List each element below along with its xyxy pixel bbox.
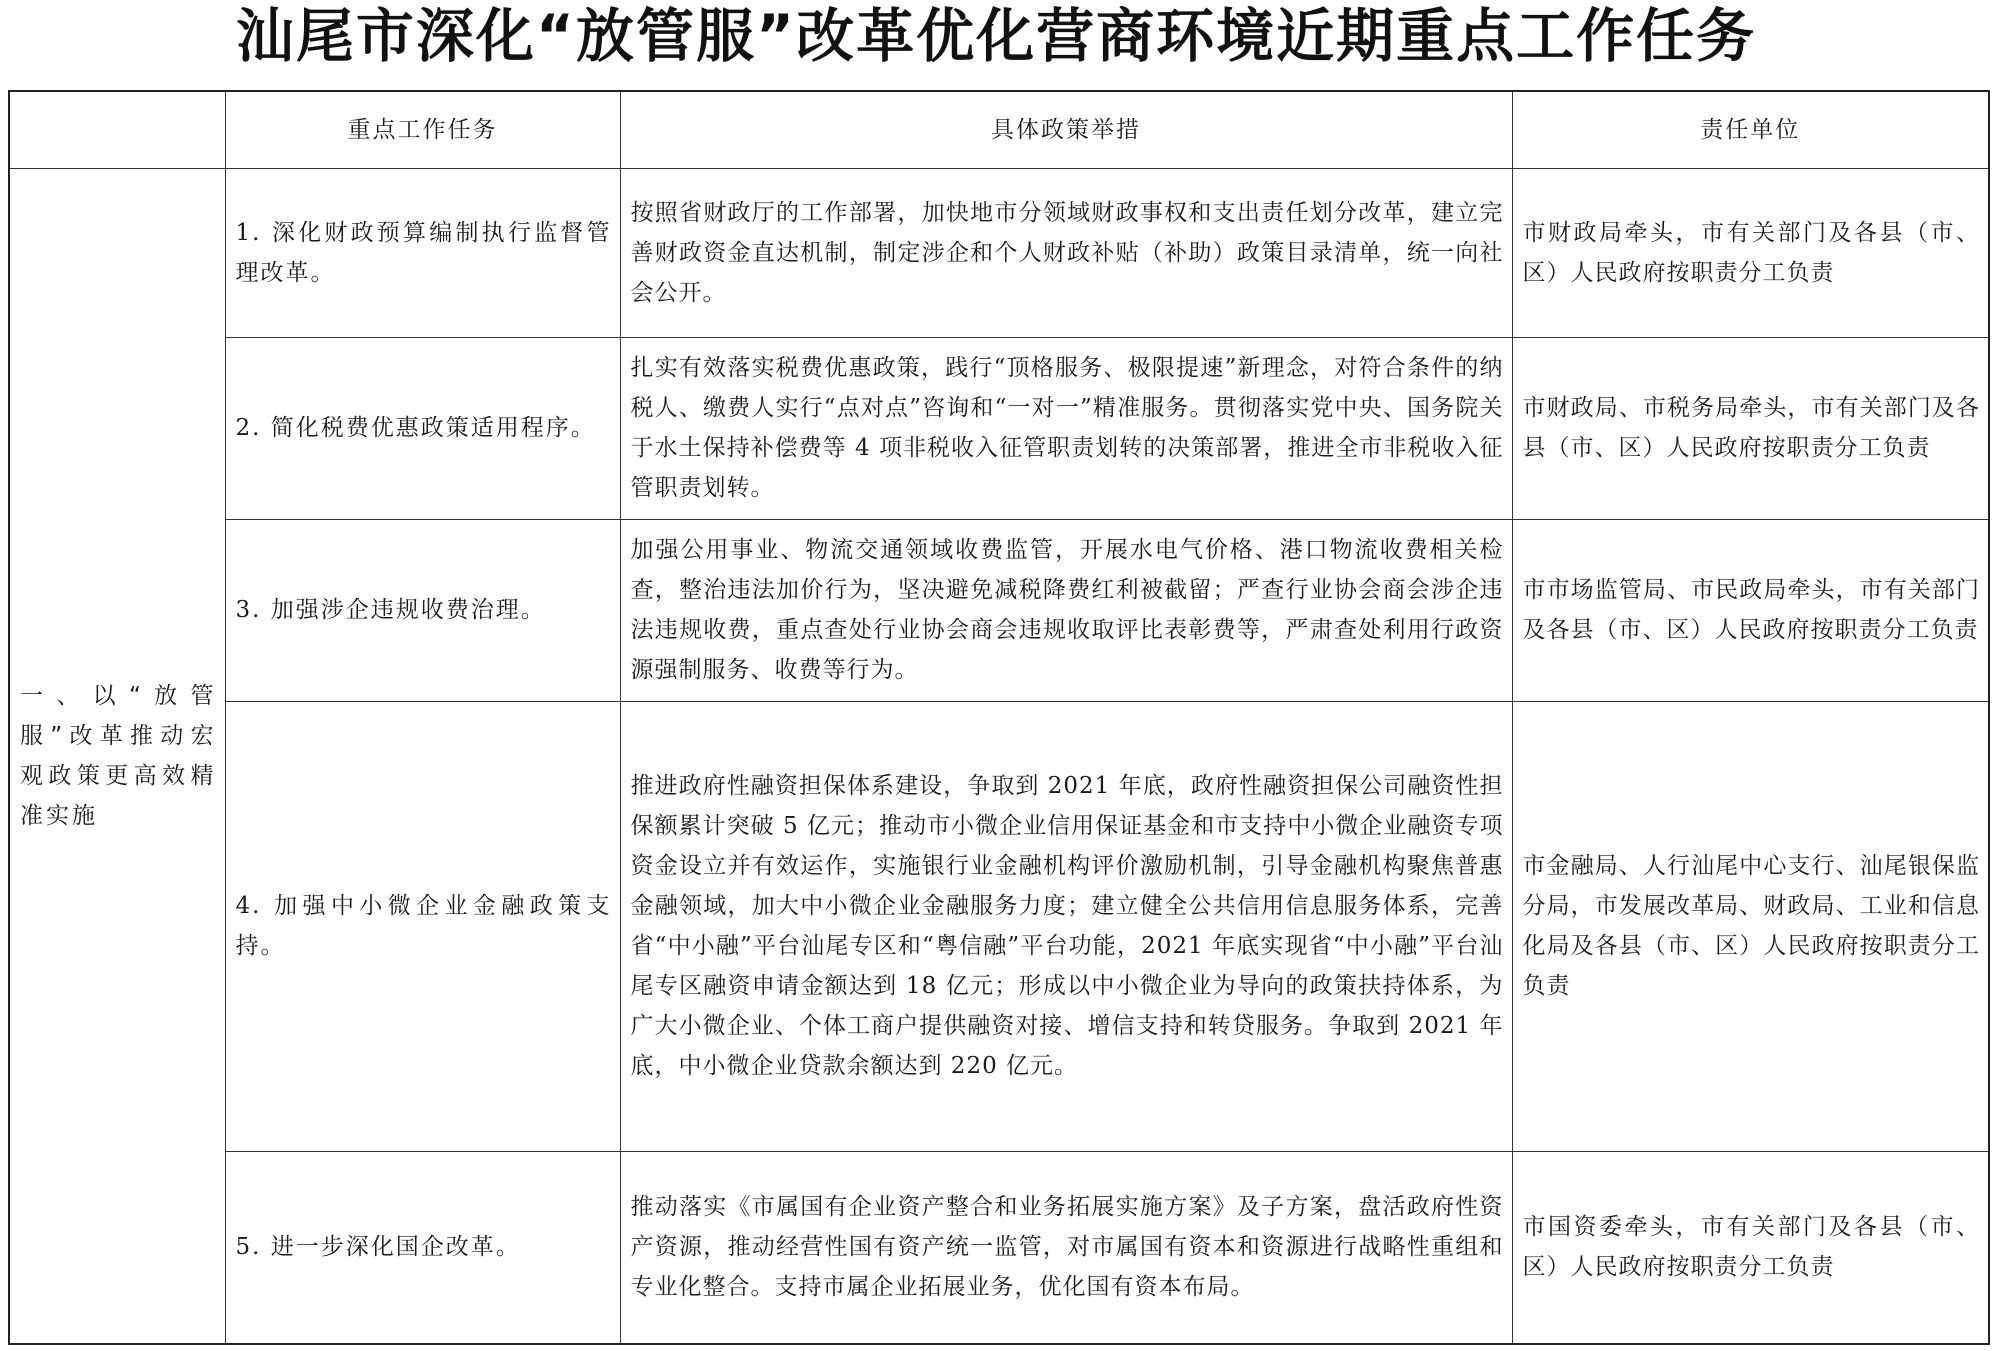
header-unit: 责任单位 bbox=[1512, 91, 1989, 168]
measure-cell: 扎实有效落实税费优惠政策，践行“顶格服务、极限提速”新理念，对符合条件的纳税人、缴费人实行“点对点”咨询和“一对一”精准服务。贯彻落实党中央、国务院关于水土保持补偿费等 4 项非税收入征管职责划转的决策部署，推进全市非税收入征管职责划转。 bbox=[620, 337, 1512, 519]
header-measure: 具体政策举措 bbox=[620, 91, 1512, 168]
header-blank bbox=[9, 91, 225, 168]
table-row bbox=[9, 337, 1989, 519]
page-title: 汕尾市深化“放管服”改革优化营商环境近期重点工作任务 bbox=[235, 2, 1757, 70]
unit-cell: 市国资委牵头，市有关部门及各县（市、区）人民政府按职责分工负责 bbox=[1512, 1151, 1989, 1344]
table-row bbox=[9, 701, 1989, 1151]
table-header-row bbox=[9, 91, 1989, 168]
task-cell: 2. 简化税费优惠政策适用程序。 bbox=[225, 337, 620, 519]
task-table bbox=[8, 90, 1990, 1345]
table-row bbox=[9, 519, 1989, 701]
section-label: 一、以“放管服”改革推动宏观政策更高效精准实施 bbox=[9, 168, 225, 1344]
task-cell: 3. 加强涉企违规收费治理。 bbox=[225, 519, 620, 701]
table-row bbox=[9, 168, 1989, 337]
measure-cell: 按照省财政厅的工作部署，加快地市分领域财政事权和支出责任划分改革，建立完善财政资金直达机制，制定涉企和个人财政补贴（补助）政策目录清单，统一向社会公开。 bbox=[620, 168, 1512, 337]
unit-cell: 市金融局、人行汕尾中心支行、汕尾银保监分局，市发展改革局、财政局、工业和信息化局及各县（市、区）人民政府按职责分工负责 bbox=[1512, 701, 1989, 1151]
unit-cell: 市市场监管局、市民政局牵头，市有关部门及各县（市、区）人民政府按职责分工负责 bbox=[1512, 519, 1989, 701]
table-row bbox=[9, 1151, 1989, 1344]
unit-cell: 市财政局牵头，市有关部门及各县（市、区）人民政府按职责分工负责 bbox=[1512, 168, 1989, 337]
measure-cell: 推进政府性融资担保体系建设，争取到 2021 年底，政府性融资担保公司融资性担保额累计突破 5 亿元；推动市小微企业信用保证基金和市支持中小微企业融资专项资金设立并有效运作，实施银行业金融机构评价激励机制，引导金融机构聚焦普惠金融领域，加大中小微企业金融服务力度；建立健全公共信用信息服务体系，完善省“中小融”平台汕尾专区和“粤信融”平台功能，2021 年底实现省“中小融”平台汕尾专区融资申请金额达到 18 亿元；形成以中小微企业为导向的政策扶持体系，为广大小微企业、个体工商户提供融资对接、增信支持和转贷服务。争取到 2021 年底，中小微企业贷款余额达到 220 亿元。 bbox=[620, 701, 1512, 1151]
measure-cell: 加强公用事业、物流交通领域收费监管，开展水电气价格、港口物流收费相关检查，整治违法加价行为，坚决避免减税降费红利被截留；严查行业协会商会涉企违法违规收费，重点查处行业协会商会违规收取评比表彰费等，严肃查处利用行政资源强制服务、收费等行为。 bbox=[620, 519, 1512, 701]
header-task: 重点工作任务 bbox=[225, 91, 620, 168]
task-cell: 1. 深化财政预算编制执行监督管理改革。 bbox=[225, 168, 620, 337]
measure-cell: 推动落实《市属国有企业资产整合和业务拓展实施方案》及子方案，盘活政府性资产资源，推动经营性国有资产统一监管，对市属国有资本和资源进行战略性重组和专业化整合。支持市属企业拓展业务，优化国有资本布局。 bbox=[620, 1151, 1512, 1344]
unit-cell: 市财政局、市税务局牵头，市有关部门及各县（市、区）人民政府按职责分工负责 bbox=[1512, 337, 1989, 519]
task-cell: 4. 加强中小微企业金融政策支持。 bbox=[225, 701, 620, 1151]
task-cell: 5. 进一步深化国企改革。 bbox=[225, 1151, 620, 1344]
